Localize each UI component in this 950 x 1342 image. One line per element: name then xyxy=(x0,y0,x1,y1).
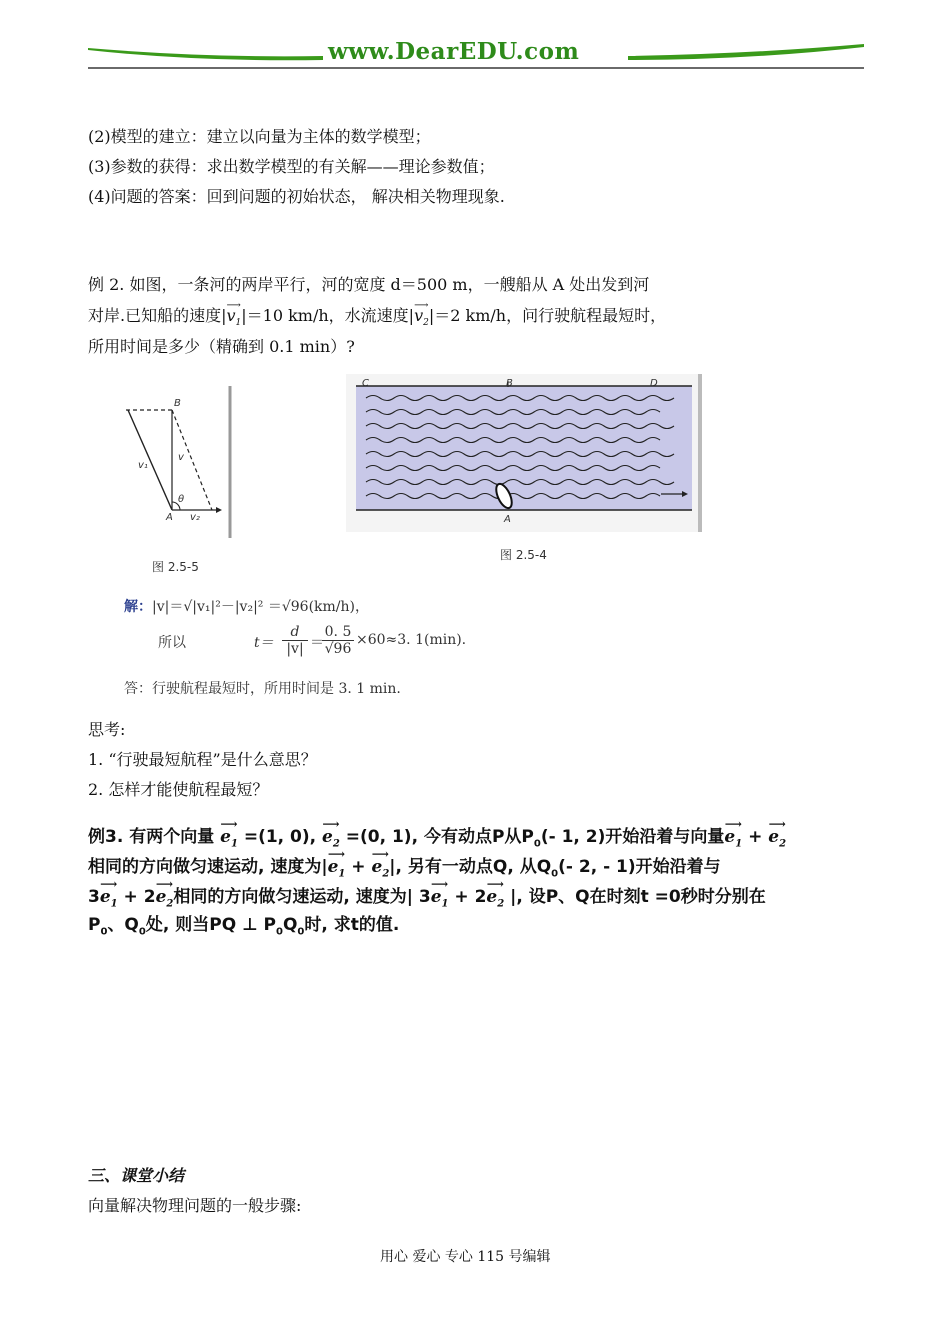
caption-right: 图 2.5-4 xyxy=(500,548,547,562)
figure-left xyxy=(120,382,238,538)
think-title: 思考: xyxy=(88,720,126,739)
header-site: www.DearEDU.com xyxy=(328,38,580,65)
example3-line3: 3 ⟶ $e_1 + 2$ ⟶ $e_2$相同的方向做匀速运动, 速度为| 3 ⟶ $e_1 + 2$ ⟶ $e_2$ |, 设P、Q在时刻t =0秒时分别在 xyxy=(88,877,766,910)
example2-line1: 例 2. 如图，一条河的两岸平行，河的宽度 d＝500 m，一艘船从 A 处出发到河 xyxy=(88,275,650,294)
label-B: B xyxy=(174,398,181,409)
example3-line4: $P_0$、$Q_0$处, 则当PQ ⊥ $P_0Q_0$时, 求t的值. xyxy=(88,915,400,938)
solution-answer: 答：行驶航程最短时，所用时间是 3. 1 min. xyxy=(124,681,401,697)
label-C: C xyxy=(362,378,369,389)
label-v1: v₁ xyxy=(138,460,148,471)
example3-line1: 例3. 有两个向量 ⟶ $e_1 =(1$, 0), ⟶ $e_2 =(0$, 1), 今有动点P从$P_0(-$ 1, 2)开始沿着与向量 ⟶ $e_1$ + ⟶ $e_2$ xyxy=(88,817,787,850)
think-q2: 2. 怎样才能使航程最短？ xyxy=(88,780,269,799)
example2-line2: 对岸.已知船的速度| ⟶ $v_1|=10$ km/h，水流速度| ⟶ $v_2|=2$ km/h，问行驶航程最短时， xyxy=(88,300,667,329)
caption-left: 图 2.5-5 xyxy=(152,560,199,574)
example3-line2: 相同的方向做匀速运动, 速度为| ⟶ $e_1$ + ⟶ $e_2|$, 另有一动点Q, 从$Q_0(-$ 2, - 1)开始沿着与 xyxy=(88,847,721,880)
label-D: D xyxy=(650,378,658,389)
solution-line1: 解：|v|＝√|v₁|²－|v₂|² ＝√96(km/h)， xyxy=(124,599,369,615)
step-4: (4)问题的答案：回到问题的初始状态， 解决相关物理现象. xyxy=(88,187,505,206)
page-footer: 用心 爱心 专心 115 号编辑 xyxy=(380,1249,551,1265)
label-A: A xyxy=(166,512,173,523)
step-2: (2)模型的建立：建立以向量为主体的数学模型； xyxy=(88,127,431,146)
label-v2: v₂ xyxy=(190,512,200,523)
header-banner xyxy=(88,36,864,70)
label-theta: θ xyxy=(178,494,185,505)
label-v: v xyxy=(178,452,184,463)
step-3: (3)参数的获得：求出数学模型的有关解——理论参数值； xyxy=(88,157,495,176)
summary-title: 三、课堂小结 xyxy=(88,1166,185,1185)
think-q1: 1. “行驶最短航程”是什么意思？ xyxy=(88,750,317,769)
example2-line3: 所用时间是多少（精确到 0.1 min）? xyxy=(88,337,355,356)
figure-right xyxy=(346,374,702,532)
label-A-river: A xyxy=(504,514,511,525)
river-diagram xyxy=(346,374,702,532)
summary-text: 向量解决物理问题的一般步骤: xyxy=(88,1196,302,1215)
label-B-river: B xyxy=(506,378,513,389)
